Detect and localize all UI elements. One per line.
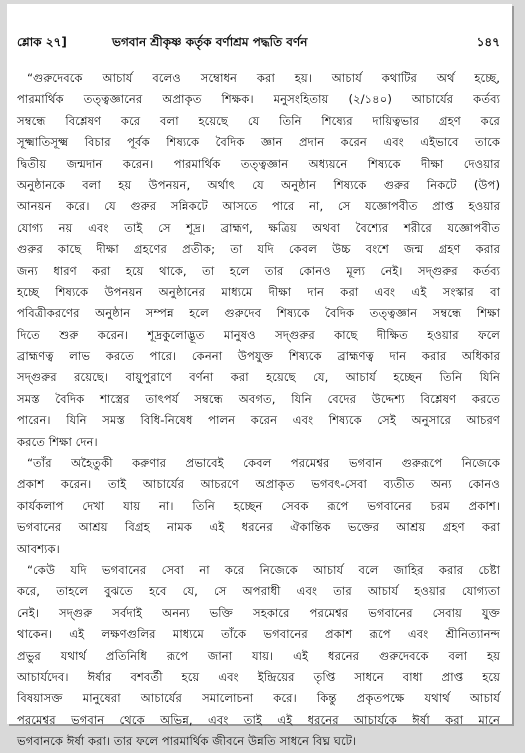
text-line: যোগ্য নয় এবং তাই সে শূদ্র। ব্রাহ্মণ, ক্ষত্রিয় অথবা বৈশ্যের শরীরে যজ্ঞোপবীত [17, 220, 500, 235]
text-line: “তাঁর অহৈতুকী করুণার প্রভাবেই কেবল পরমেশ্বর ভগবান গুরুরূপে নিজেকে [27, 456, 500, 471]
running-header [17, 34, 500, 52]
text-line: করতে শিক্ষা দেন। [17, 434, 98, 449]
text-line: সূক্ষ্মাতিসূক্ষ্ম বিচার পূর্বক শিষ্যকে বৈদিক জ্ঞান প্রদান করেন এবং এইভাবে তাকে [17, 135, 500, 150]
text-line: কার্যকলাপ দেখা যায় না। তিনি হচ্ছেন সেবক রূপে ভগবানের চরম প্রকাশ। [17, 498, 500, 513]
text-line: প্রকাশ করেন। তাই আচার্যের আচরণে অপ্রাকৃত ভগবৎ-সেবা ব্যতীত অন্য কোনও [17, 477, 500, 492]
text-line: প্রভুর যথার্থ প্রতিনিধি রূপে জানা যায়। এই ধরনের গুরুদেবকে বলা হয় [17, 648, 500, 663]
text-line: জন্য ধারণ করা হয়ে থাকে, তা হলে তার কোনও মূল্য নেই। সদ্গুরুর কর্তব্য [17, 263, 500, 278]
text-line: “কেউ যদি ভগবানের সেবা না করে নিজেকে আচার্য বলে জাহির করার চেষ্টা [27, 562, 500, 577]
body-text [17, 68, 500, 753]
text-line: ভগবানের আশ্রয় বিগ্রহ নামক এই ধরনের ঐকান্তিক ভক্তের আশ্রয় গ্রহণ করা [17, 520, 500, 535]
text-line: নেই। সদ্গুরু সর্বদাই অনন্য ভক্তি সহকারে পরমেশ্বর ভগবানের সেবায় যুক্ত [17, 605, 500, 620]
text-line: সদ্গুরুর রয়েছে। বায়ুপুরাণে বর্ণনা করা হয়েছে যে, আচার্য হচ্ছেন তিনি যিনি [17, 370, 500, 385]
verse-reference: শ্লোক ২৭] [17, 35, 67, 49]
text-line: ভগবানকে ঈর্ষা করা। তার ফলে পারমার্থিক জীবনে উন্নতি সাধনে বিঘ্ন ঘটে। [17, 734, 357, 749]
text-line: পারেন। যিনি সমস্ত বিধি-নিষেধ পালন করেন এবং শিষ্যকে সেই অনুসারে আচরণ [17, 413, 500, 428]
text-line: পারমার্থিক তত্ত্বজ্ঞানের অপ্রাকৃত শিক্ষক। মনুসংহিতায় (২/১৪০) আচার্যের কর্তব্য [17, 92, 500, 107]
text-line: পবিত্রীকরণের অনুষ্ঠান সম্পন্ন হলে গুরুদেব শিষ্যকে বৈদিক তত্ত্বজ্ঞান সম্বন্ধে শিক্ষা [17, 306, 500, 321]
text-line: দ্বিতীয় জন্মদান করেন। পারমার্থিক তত্ত্বজ্ঞান অধ্যয়নে শিষ্যকে দীক্ষা দেওয়ার [17, 156, 500, 171]
text-line: “গুরুদেবকে আচার্য বলেও সম্বোধন করা হয়। আচার্য কথাটির অর্থ হচ্ছে, [27, 71, 500, 85]
text-line: আনয়ন করে। যে গুরুর সন্নিকটে আসতে পারে না, সে যজ্ঞোপবীত প্রাপ্ত হওয়ার [17, 199, 500, 214]
text-line: করে, তাহলে বুঝতে হবে যে, সে অপরাধী এবং তার আচার্য হওয়ার যোগ্যতা [17, 584, 500, 599]
text-line: গুরুর কাছে দীক্ষা গ্রহণের প্রতীক; তা যদি কেবল উচ্চ বংশে জন্ম গ্রহণ করার [17, 242, 500, 257]
text-line: দিতে শুরু করেন। শূদ্রকুলোদ্ভূত মানুষও সদ্গুরুর কাছে দীক্ষিত হওয়ার ফলে [17, 327, 500, 342]
book-page [7, 4, 512, 749]
text-line: পরমেশ্বর ভগবান থেকে অভিন্ন, এবং তাই এই ধরনের আচার্যকে ঈর্ষা করা মানে [17, 712, 500, 727]
text-line: অনুষ্ঠানকে বলা হয় উপনয়ন, অর্থাৎ যে অনুষ্ঠান শিষ্যকে গুরুর নিকটে (উপ) [17, 177, 500, 192]
page-number: ১৪৭ [476, 35, 500, 49]
text-line: সম্বন্ধে বিশ্লেষণ করে বলা হয়েছে যে তিনি শিষ্যের দায়িত্বভার গ্রহণ করে [17, 113, 500, 128]
text-line: বিষয়াসক্ত মানুষেরা আচার্যের সমালোচনা করে। কিন্তু প্রকৃতপক্ষে যথার্থ আচার্য [17, 691, 500, 706]
text-line: আচার্যদেব। ঈর্ষার বশবর্তী হয়ে এবং ইন্দ্রিয়ের তৃপ্তি সাধনে বাধা প্রাপ্ত হয়ে [17, 669, 500, 684]
text-line: হচ্ছে শিষ্যকে উপনয়ন অনুষ্ঠানের মাধ্যমে দীক্ষা দান করা এবং এই সংস্কার বা [17, 284, 500, 299]
text-line: আবশ্যক। [17, 541, 60, 556]
text-line: থাকেন। এই লক্ষণগুলির মাধ্যমে তাঁকে ভগবানের প্রকাশ রূপে এবং শ্রীনিত্যানন্দ [17, 627, 500, 642]
text-line: ব্রাহ্মণত্ব লাভ করতে পারে। কেননা উপযুক্ত শিষ্যকে ব্রাহ্মণত্ব দান করার অধিকার [17, 349, 500, 364]
text-line: সমস্ত বৈদিক শাস্ত্রের তাৎপর্য সম্বন্ধে অবগত, যিনি বেদের উদ্দেশ্য বিশ্লেষণ করতে [17, 391, 500, 406]
chapter-title: ভগবান শ্রীকৃষ্ণ কর্তৃক বর্ণাশ্রম পদ্ধতি বর্ণন [112, 35, 308, 49]
